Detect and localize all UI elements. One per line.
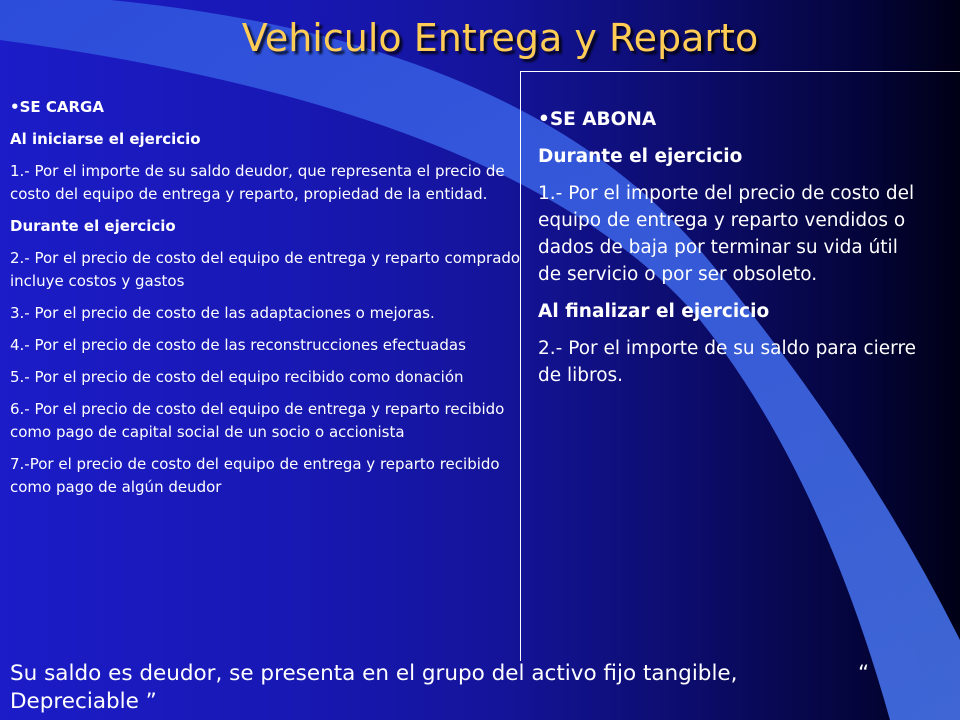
left-item-2: 2.- Por el precio de costo del equipo de entrega y reparto comprado incluye costos y gastos <box>10 249 521 290</box>
right-heading: •SE ABONA <box>538 109 657 130</box>
right-subheading-during: Durante el ejercicio <box>538 146 743 167</box>
header-divider <box>520 71 960 72</box>
right-subheading-end: Al finalizar el ejercicio <box>538 301 770 322</box>
left-subheading-start: Al iniciarse el ejercicio <box>10 130 201 148</box>
left-item-6: 6.- Por el precio de costo del equipo de entrega y reparto recibido como pago de capital social de un socio o accionista <box>10 400 505 441</box>
footer-note <box>10 660 940 716</box>
left-item-3: 3.- Por el precio de costo de las adaptaciones o mejoras. <box>10 304 435 322</box>
left-column <box>10 96 525 508</box>
footer-line-2: Depreciable ” <box>10 689 157 714</box>
right-item-2: 2.- Por el importe de su saldo para cierre de libros. <box>538 338 917 386</box>
slide-title: Vehiculo Entrega y Reparto <box>241 16 759 60</box>
right-item-1: 1.- Por el importe del precio de costo del equipo de entrega y reparto vendidos o dados de baja por terminar su vida útil de servicio o por ser obsoleto. <box>538 183 915 285</box>
footer-open-quote: “ <box>858 661 870 686</box>
left-heading: •SE CARGA <box>10 98 104 116</box>
left-item-1: 1.- Por el importe de su saldo deudor, que representa el precio de costo del equipo de entrega y reparto, propiedad de la entidad. <box>10 162 505 203</box>
left-item-5: 5.- Por el precio de costo del equipo recibido como donación <box>10 368 464 386</box>
left-subheading-during: Durante el ejercicio <box>10 217 176 235</box>
left-item-7: 7.-Por el precio de costo del equipo de entrega y reparto recibido como pago de algún deudor <box>10 455 500 496</box>
left-item-4: 4.- Por el precio de costo de las reconstrucciones efectuadas <box>10 336 466 354</box>
footer-line-1: Su saldo es deudor, se presenta en el grupo del activo fijo tangible, <box>10 661 738 686</box>
right-column <box>538 106 918 399</box>
